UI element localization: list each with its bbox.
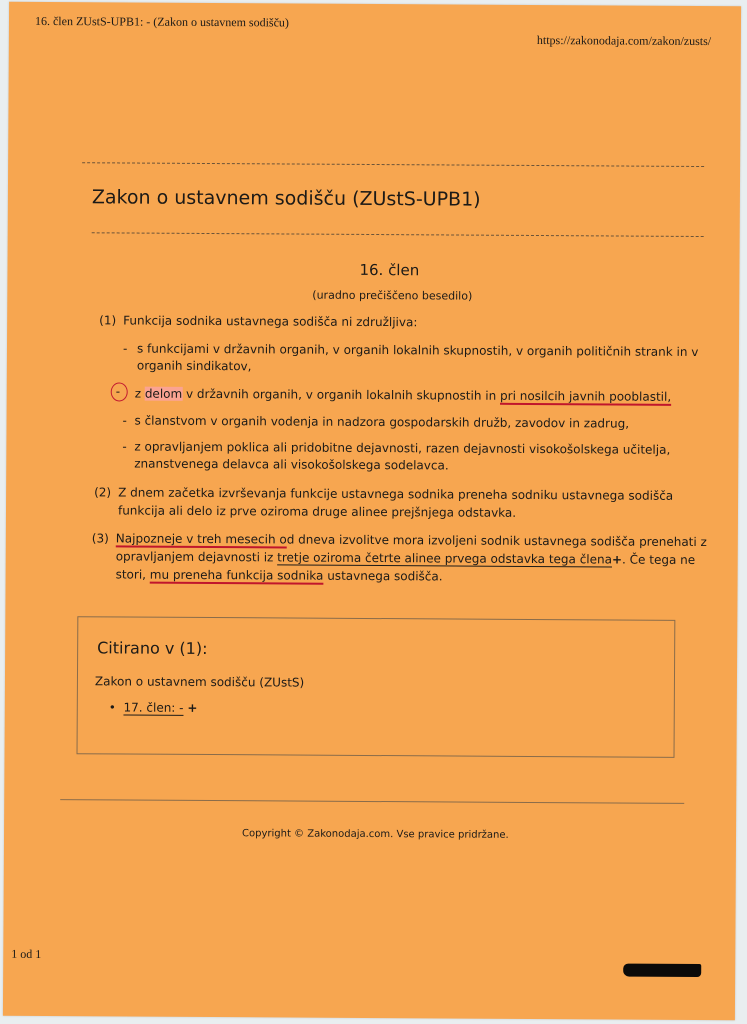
paragraph-1-text: Funkcija sodnika ustavnega sodišča ni združljiva: [123,313,418,330]
paragraph-2-number: (2) [94,485,112,500]
print-header-url: https://zakonodaja.com/zakon/zusts/ [536,32,712,49]
article-subtitle: (uradno prečiščeno besedilo) [312,288,473,303]
paragraph-2-line-2: funkcija ali delo iz prve oziroma druge alinee prejšnjega odstavka. [117,503,517,520]
item-3-dash: - [122,413,127,428]
cited-item: • 17. člen: - + [108,700,198,715]
document-page [3,2,741,1020]
item-4-line-2: znanstvenega delavca ali visokošolskega sodelavca. [134,456,449,473]
copyright-notice: Copyright © Zakonodaja.com. Vse pravice pridržane. [241,828,509,841]
item-1-line-2: organih sindikatov, [136,358,252,374]
paragraph-3-line-2: opravljanjem dejavnosti iz tretje oziroma četrte alinee prvega odstavka tega člena+. Če tega ne [115,549,696,567]
top-divider [82,162,704,167]
article-title: 16. člen [359,260,420,280]
item-1-line-1: s funkcijami v državnih organih, v organih lokalnih skupnostih, v organih političnih strank in v [136,341,699,359]
highlighted-word: delom [144,386,183,401]
print-header-title: 16. člen ZUstS-UPB1: - (Zakon o ustavnem sodišču) [34,13,289,30]
cited-in-title: Citirano v (1): [97,638,208,658]
redaction-mark [623,964,701,977]
item-1-dash: - [122,341,128,356]
footer-divider [60,799,684,804]
paragraph-2-line-1: Z dnem začetka izvrševanja funkcije ustavnega sodnika preneha sodniku ustavnega sodišča [118,485,674,503]
item-3-line-1: s članstvom v organih vodenja in nadzora gospodarskih družb, zavodov in zadrug, [134,413,630,431]
page-number: 1 od 1 [11,946,42,961]
cited-law-name: Zakon o ustavnem sodišču (ZUstS) [94,674,305,690]
red-underline-public-authority: pri nosilcih javnih pooblastil, [500,388,672,404]
bullet: • [108,700,116,715]
link-tretje-alinee: tretje oziroma četrte alinee prvega odstavka tega člena [277,550,613,567]
red-underline-deadline: Najpozneje v treh mesecih o [115,531,287,547]
item-4-line-1: z opravljanjem poklica ali pridobitne dejavnosti, razen dejavnosti visokošolskega učitelja, [134,439,671,457]
red-underline-function-ends: mu preneha funkcija sodnika [149,567,324,583]
paragraph-3-line-3: stori, mu preneha funkcija sodnika ustavnega sodišča. [115,567,443,584]
title-divider [92,232,704,237]
item-2-dash: - [115,384,121,399]
paragraph-3-number: (3) [91,531,109,546]
cited-item-link: 17. člen: - [123,700,184,715]
law-title: Zakon o ustavnem sodišču (ZUstS-UPB1) [91,186,481,211]
paragraph-1-number: (1) [99,313,117,328]
paragraph-3-line-1: Najpozneje v treh mesecih od dneva izvolitve mora izvoljeni sodnik ustavnega sodišča prenehati z [115,531,707,550]
item-4-dash: - [122,439,127,454]
item-2-text: z delom v državnih organih, v organih lokalnih skupnostih in pri nosilcih javnih pooblastil, [134,386,672,404]
